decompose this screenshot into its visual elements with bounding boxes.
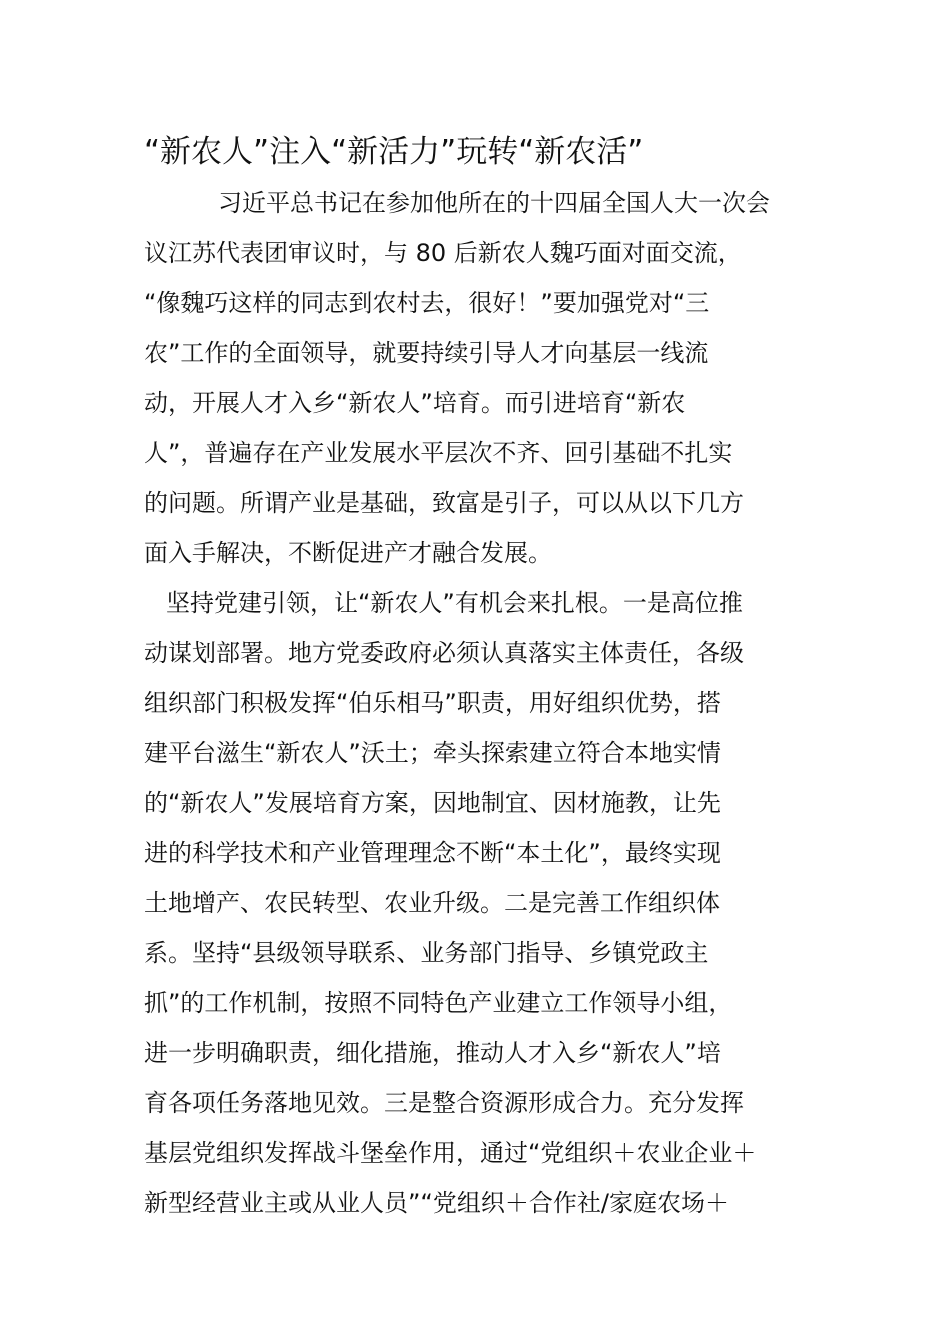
paragraph-line: 的“新农人”发展培育方案，因地制宜、因材施教，让先	[144, 789, 721, 817]
paragraph-line: 基层党组织发挥战斗堡垒作用，通过“党组织＋农业企业＋	[144, 1139, 757, 1167]
paragraph-line: 议江苏代表团审议时，与 80 后新农人魏巧面对面交流，	[144, 239, 742, 267]
paragraph-line: 的问题。所谓产业是基础，致富是引子，可以从以下几方	[144, 489, 744, 517]
paragraph-line: 面入手解决，不断促进产才融合发展。	[144, 539, 552, 567]
paragraph-line: 进一步明确职责，细化措施，推动人才入乡“新农人”培	[144, 1039, 721, 1067]
paragraph-line: 动谋划部署。地方党委政府必须认真落实主体责任，各级	[144, 639, 744, 667]
paragraph-line: 土地增产、农民转型、农业升级。二是完善工作组织体	[144, 889, 720, 917]
paragraph-line: 新型经营业主或从业人员”“党组织＋合作社/家庭农场＋	[144, 1189, 729, 1217]
paragraph-line: “像魏巧这样的同志到农村去，很好！”要加强党对“三	[144, 289, 710, 317]
document-body	[144, 178, 814, 1228]
document-title: “新农人”注入“新活力”玩转“新农活”	[144, 134, 644, 170]
paragraph-line: 组织部门积极发挥“伯乐相马”职责，用好组织优势，搭	[144, 689, 721, 717]
paragraph-line: 人”，普遍存在产业发展水平层次不齐、回引基础不扎实	[144, 439, 733, 467]
paragraph-line: 建平台滋生“新农人”沃土；牵头探索建立符合本地实情	[144, 739, 721, 767]
paragraph-line: 坚持党建引领，让“新农人”有机会来扎根。一是高位推	[166, 589, 743, 617]
paragraph-line: 习近平总书记在参加他所在的十四届全国人大一次会	[218, 189, 770, 217]
paragraph-line: 育各项任务落地见效。三是整合资源形成合力。充分发挥	[144, 1089, 744, 1117]
paragraph-line: 抓”的工作机制，按照不同特色产业建立工作领导小组，	[144, 989, 733, 1017]
paragraph-line: 动，开展人才入乡“新农人”培育。而引进培育“新农	[144, 389, 686, 417]
paragraph-line: 系。坚持“县级领导联系、业务部门指导、乡镇党政主	[144, 939, 709, 967]
paragraph-line: 进的科学技术和产业管理理念不断“本土化”，最终实现	[144, 839, 721, 867]
paragraph-line: 农”工作的全面领导，就要持续引导人才向基层一线流	[144, 339, 709, 367]
